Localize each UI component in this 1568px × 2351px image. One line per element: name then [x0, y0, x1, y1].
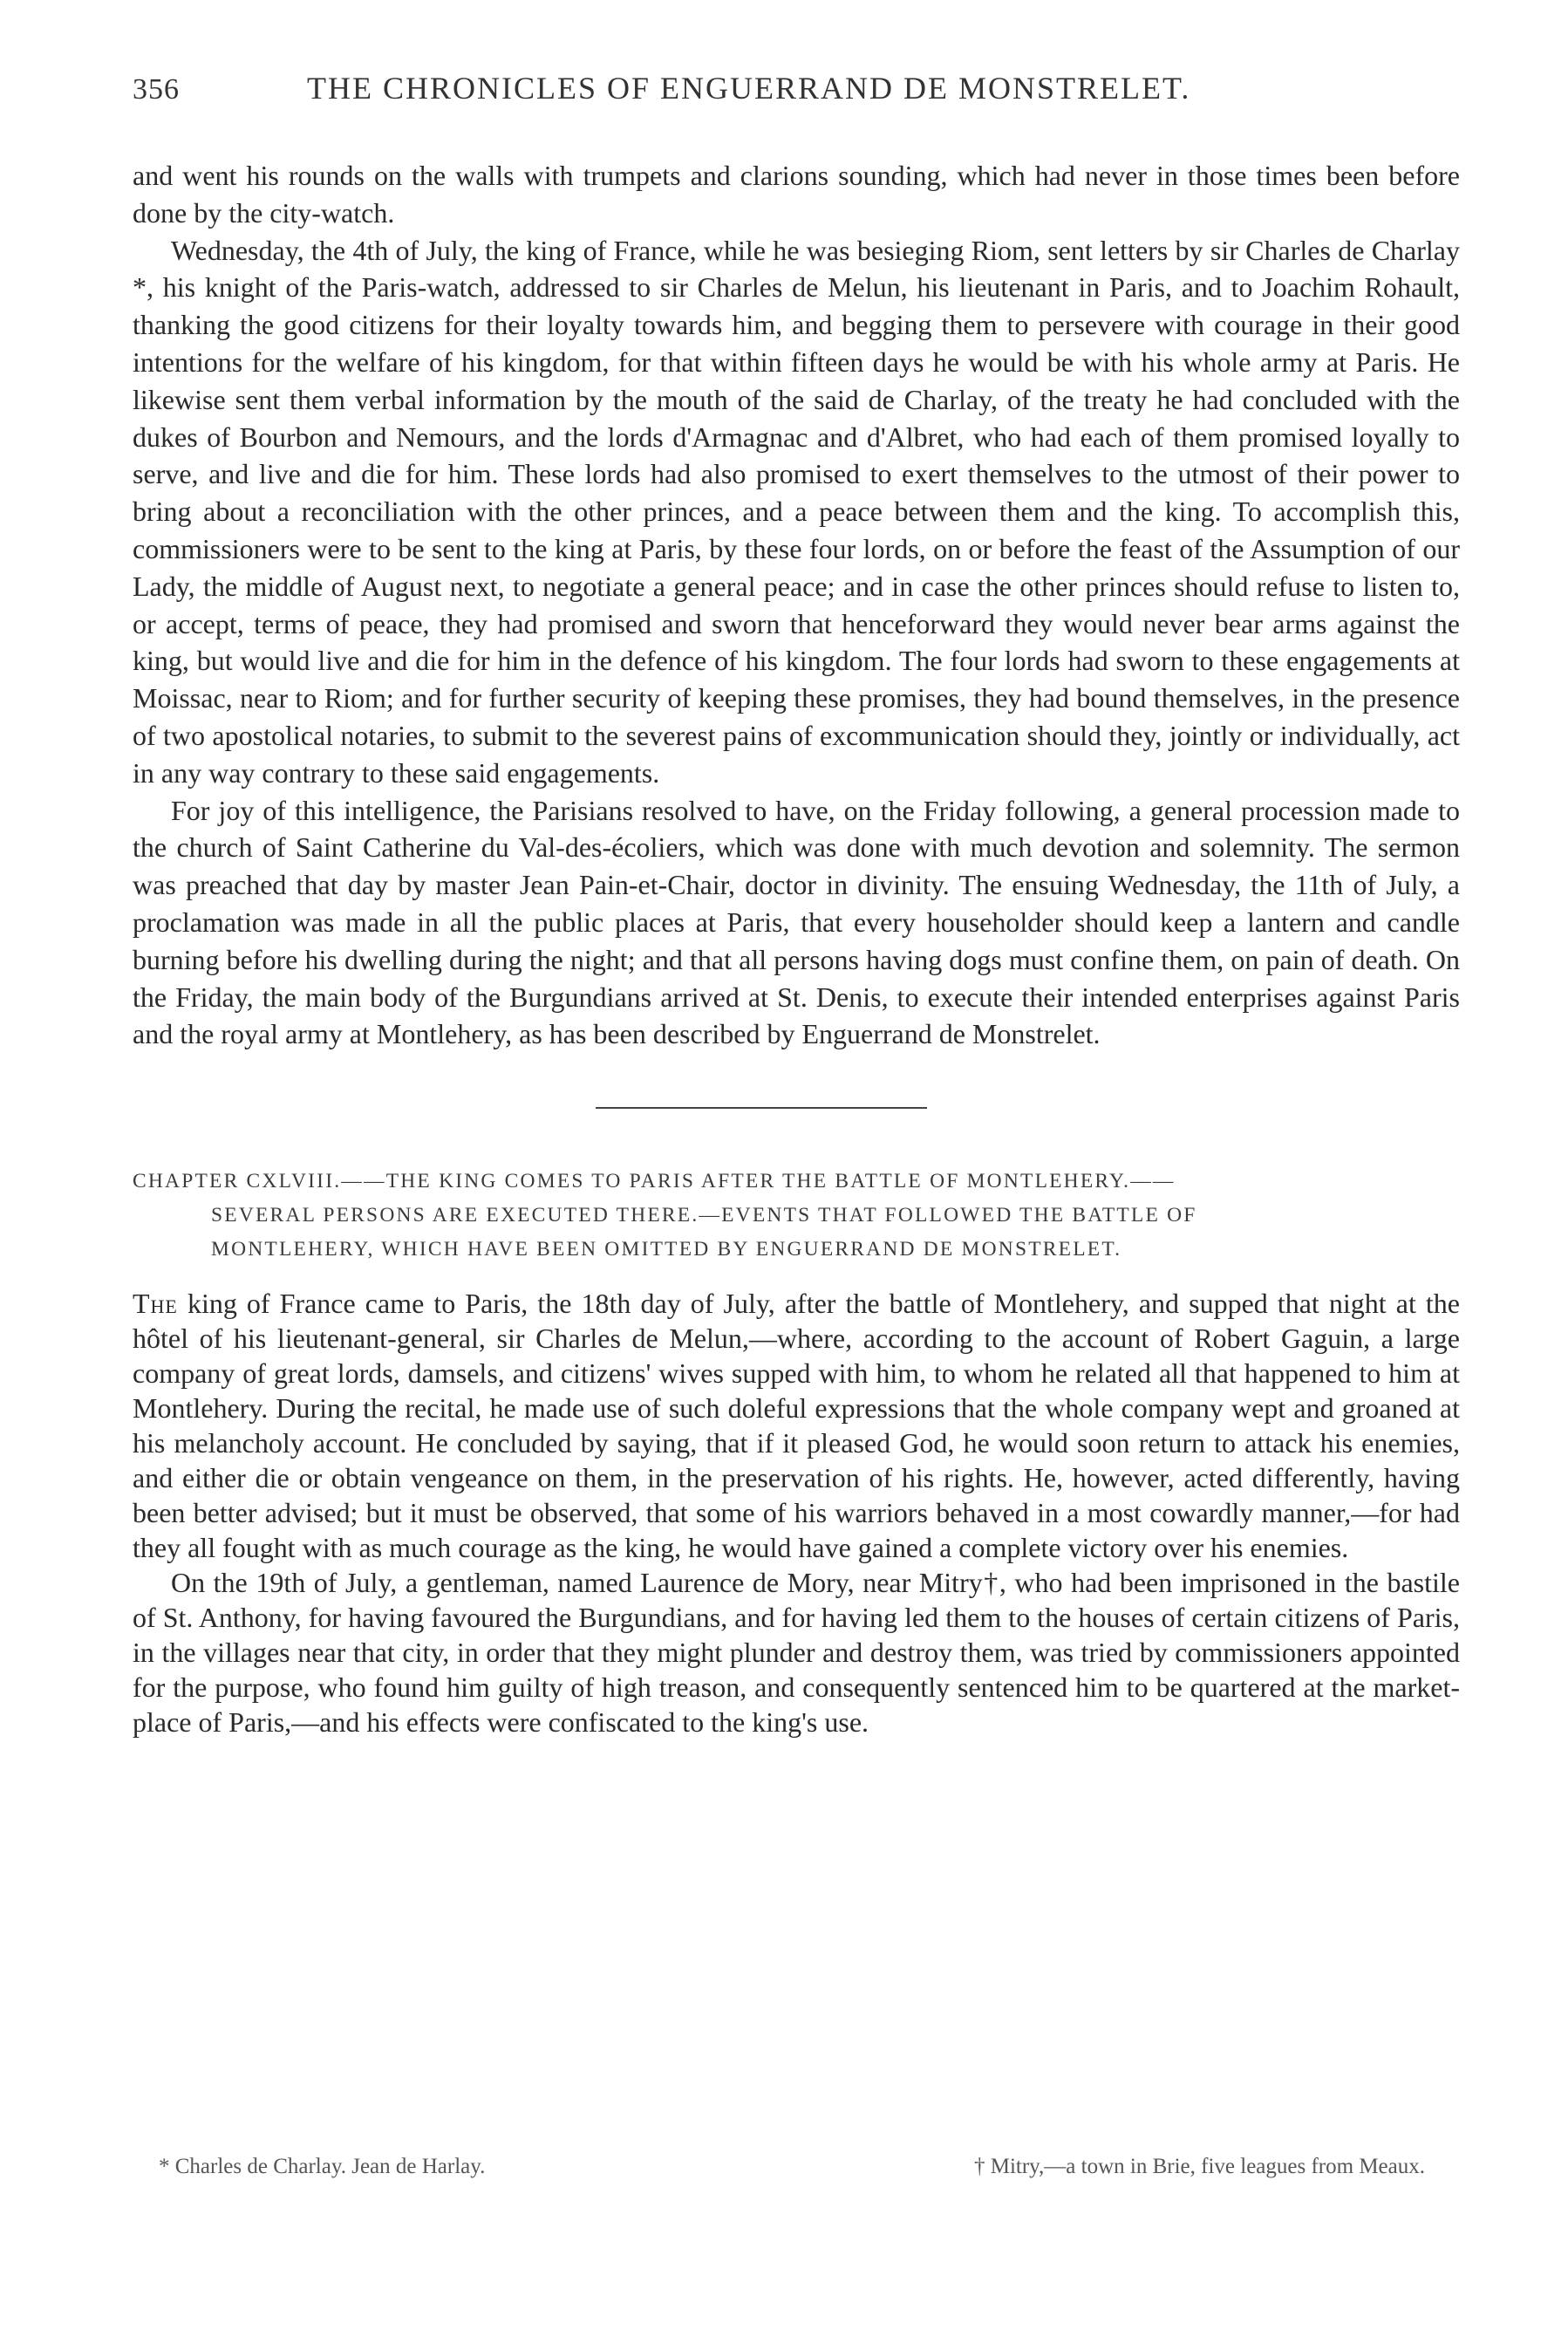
chapter-heading-line-3: MONTLEHERY, WHICH HAVE BEEN OMITTED BY ENGUERRAND DE MONSTRELET.	[211, 1238, 1122, 1261]
section-divider	[596, 1107, 927, 1109]
chapter-heading	[133, 1165, 1460, 1267]
footnotes	[133, 2155, 1460, 2179]
paragraph-charlay-letters: Wednesday, the 4th of July, the king of France, while he was besieging Riom, sent letters by sir Charles de Charlay *, his knight of the Paris-watch, addressed to sir Charles de Melun, his lieutenant in Paris, and to Joachim Rohault, thanking the good citizens for their loyalty towards him, and begging them to persevere with courage in their good intentions for the welfare of his kingdom, for that within fifteen days he would be with his whole army at Paris. He likewise sent them verbal information by the mouth of the said de Charlay, of the treaty he had concluded with the dukes of Bourbon and Nemours, and the lords d'Armagnac and d'Albret, who had each of them promised loyally to serve, and live and die for him. These lords had also promised to exert themselves to the utmost of their power to bring about a reconciliation with the other princes, and a peace between them and the king. To accomplish this, commissioners were to be sent to the king at Paris, by these four lords, on or before the feast of the Assumption of our Lady, the middle of August next, to negotiate a general peace; and in case the other princes should refuse to listen to, or accept, terms of peace, they had promised and sworn that henceforward they would never bear arms against the king, but would live and die for him in the defence of his kingdom. The four lords had sworn to these engagements at Moissac, near to Riom; and for further security of keeping these promises, they had bound themselves, in the presence of two apostolical notaries, to submit to the severest pains of excommunication should they, jointly or individually, act in any way contrary to these said engagements.	[133, 234, 1460, 789]
chapter-opening-word: The	[133, 1288, 178, 1320]
running-head	[133, 70, 1460, 122]
chapter-body	[133, 1286, 1460, 1739]
chapter-paragraph-king-returns	[133, 1286, 1460, 1565]
page-number: 356	[133, 73, 180, 106]
chapter-heading-line-2: SEVERAL PERSONS ARE EXECUTED THERE.—EVENTS THAT FOLLOWED THE BATTLE OF	[211, 1204, 1197, 1227]
footnote-charlay: * Charles de Charlay. Jean de Harlay.	[159, 2155, 486, 2178]
body-text	[133, 157, 1460, 1053]
paragraph-procession: For joy of this intelligence, the Parisians resolved to have, on the Friday following, a general procession made to the church of Saint Catherine du Val-des-écoliers, which was done with much devotion and solemnity. The sermon was preached that day by master Jean Pain-et-Chair, doctor in divinity. The ensuing Wednesday, the 11th of July, a proclamation was made in all the public places at Paris, that every householder should keep a lantern and candle burning before his dwelling during the night; and that all persons having dogs must confine them, on pain of death. On the Friday, the main body of the Burgundians arrived at St. Denis, to execute their intended enterprises against Paris and the royal army at Montlehery, as has been described by Enguerrand de Monstrelet.	[133, 794, 1460, 1050]
page	[133, 70, 1460, 1739]
chapter-paragraph-mory-trial: On the 19th of July, a gentleman, named Laurence de Mory, near Mitry†, who had been imprisoned in the bastile of St. Anthony, for having favoured the Burgundians, and for having led them to the houses of certain citizens of Paris, in the villages near that city, in order that they might plunder and destroy them, was tried by commissioners appointed for the purpose, who found him guilty of high treason, and consequently sentenced him to be quartered at the market-place of Paris,—and his effects were confiscated to the king's use.	[133, 1567, 1460, 1739]
paragraph-continued: and went his rounds on the walls with trumpets and clarions sounding, which had never in those times been before done by the city-watch.	[133, 160, 1460, 229]
chapter-paragraph-1-text: king of France came to Paris, the 18th day of July, after the battle of Montlehery, and supped that night at the hôtel of his lieutenant-general, sir Charles de Melun,—where, according to the account of Robert Gaguin, a large company of great lords, damsels, and citizens' wives supped with him, to whom he related all that happened to him at Montlehery. During the recital, he made use of such doleful expressions that the whole company wept and groaned at his melancholy account. He concluded by saying, that if it pleased God, he would soon return to attack his enemies, and either die or obtain vengeance on them, in the preservation of his rights. He, however, acted differently, having been better advised; but it must be observed, that some of his warriors behaved in a most cowardly manner,—for had they all fought with as much courage as the king, he would have gained a complete victory over his enemies.	[133, 1288, 1460, 1564]
running-title: THE CHRONICLES OF ENGUERRAND DE MONSTRELET.	[307, 71, 1191, 106]
footnote-mitry: † Mitry,—a town in Brie, five leagues from Meaux.	[973, 2155, 1425, 2178]
chapter-heading-line-1: CHAPTER CXLVIII.——THE KING COMES TO PARIS AFTER THE BATTLE OF MONTLEHERY.——	[133, 1170, 1176, 1193]
